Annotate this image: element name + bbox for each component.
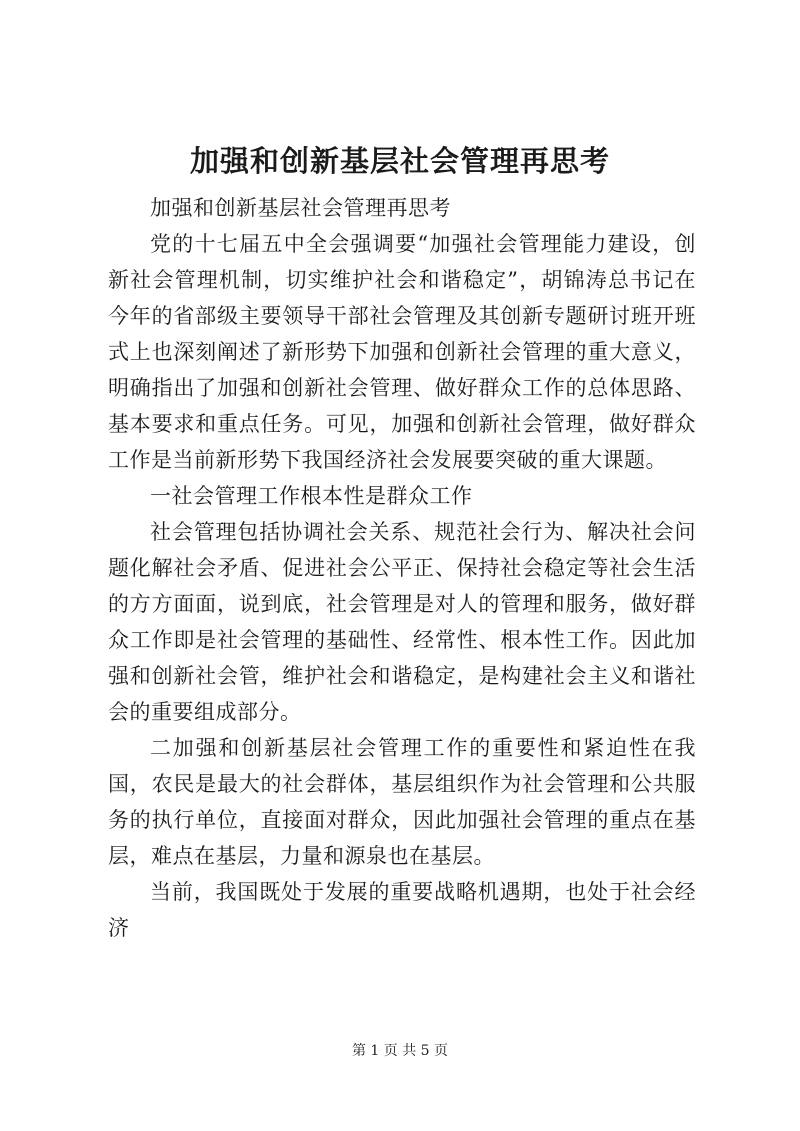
paragraph-current: 当前，我国既处于发展的重要战略机遇期，也处于社会经济	[108, 880, 696, 940]
document-title: 加强和创新基层社会管理再思考	[189, 144, 610, 178]
document-body	[108, 190, 696, 946]
paragraph-section-2: 二加强和创新基层社会管理工作的重要性和紧迫性在我国，农民是最大的社会群体，基层组织作为社会管理和公共服务的执行单位，直接面对群众，因此加强社会管理的重点在基层，难点在基层，力量和源泉也在基层。	[108, 736, 696, 868]
paragraph-subtitle: 加强和创新基层社会管理再思考	[150, 196, 451, 220]
page-indicator: 第 1 页 共 5 页	[351, 1043, 449, 1059]
paragraph-intro: 党的十七届五中全会强调要“加强社会管理能力建设，创新社会管理机制，切实维护社会和谐稳定”，胡锦涛总书记在今年的省部级主要领导干部社会管理及其创新专题研讨班开班式上也深刻阐述了新形势下加强和创新社会管理的重大意义，明确指出了加强和创新社会管理、做好群众工作的总体思路、基本要求和重点任务。可见，加强和创新社会管理，做好群众工作是当前新形势下我国经济社会发展要突破的重大课题。	[108, 232, 696, 472]
section-heading-1: 一社会管理工作根本性是群众工作	[150, 484, 473, 508]
paragraph-section-1: 社会管理包括协调社会关系、规范社会行为、解决社会问题化解社会矛盾、促进社会公平正、保持社会稳定等社会生活的方方面面，说到底，社会管理是对人的管理和服务，做好群众工作即是社会管理的基础性、经常性、根本性工作。因此加强和创新社会管，维护社会和谐稳定，是构建社会主义和谐社会的重要组成部分。	[108, 520, 696, 724]
